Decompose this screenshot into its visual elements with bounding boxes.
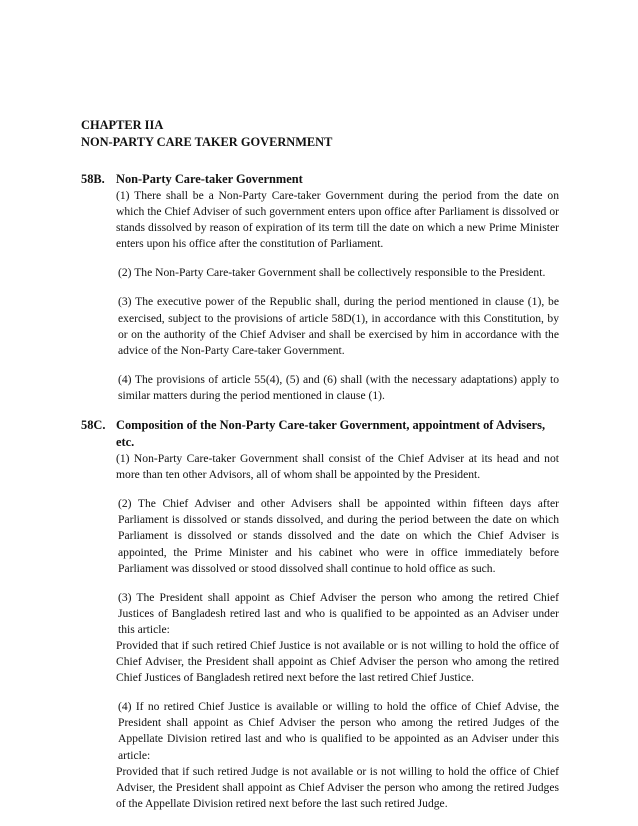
section-58b	[81, 171, 559, 404]
section-heading: Non-Party Care-taker Government	[116, 172, 303, 186]
clause-4: (4) If no retired Chief Justice is available or willing to hold the office of Chief Advise, the President shall appoint as Chief Adviser the person who among the retired Judges of the Appellate Division retired last and who is qualified to be appointed as an Adviser under this article:	[118, 700, 559, 762]
clause-1: (1) Non-Party Care-taker Government shall consist of the Chief Adviser at its head and not more than ten other Advisors, all of whom shall be appointed by the President.	[116, 452, 559, 482]
section-body	[116, 417, 559, 812]
section-number: 58C.	[81, 418, 106, 433]
section-number: 58B.	[81, 172, 105, 186]
document-page	[81, 117, 559, 812]
clause-1: (1) There shall be a Non-Party Care-taker Government during the period from the date on which the Chief Adviser of such government enters upon office after Parliament is dissolved or stands dissolved by reason of expiration of its term till the date on which a new Prime Minister enters upon his office after the constitution of Parliament.	[116, 189, 559, 251]
clause-3: (3) The executive power of the Republic shall, during the period mentioned in clause (1), be exercised, subject to the provisions of article 58D(1), in accordance with this Constitution, by or on the authority of the Chief Adviser and shall be exercised by him in accordance with the advice of the Non-Party Care-taker Government.	[118, 295, 559, 357]
clause-4-proviso: Provided that if such retired Judge is not available or is not willing to hold the office of Chief Adviser, the President shall appoint as Chief Adviser the person who among the retired Judges of the Appellate Division retired next before the last such retired Judge.	[116, 764, 559, 810]
clause-2: (2) The Non-Party Care-taker Government shall be collectively responsible to the President.	[118, 266, 546, 280]
chapter-title: NON-PARTY CARE TAKER GOVERNMENT	[81, 135, 333, 149]
clause-3: (3) The President shall appoint as Chief Adviser the person who among the retired Chief Justices of Bangladesh retired last and who is qualified to be appointed as an Adviser under this article:	[118, 590, 559, 636]
section-heading: Composition of the Non-Party Care-taker Government, appointment of Advisers, etc.	[116, 418, 546, 450]
clause-3-proviso: Provided that if such retired Chief Justice is not available or is not willing to hold the office of Chief Adviser, the President shall appoint as Chief Adviser the person who among the retired Chief Justices of Bangladesh retired next before the last retired Chief Justice.	[116, 638, 559, 685]
section-58c	[81, 417, 559, 812]
clause-2: (2) The Chief Adviser and other Advisers shall be appointed within fifteen days after Parliament is dissolved or stands dissolved, and during the period between the date on which Parliament is dissolved or stands dissolved and the date on which the Chief Adviser is appointed, the Prime Minister and his cabinet who were in office immediately before Parliament was dissolved or stood dissolved shall continue to hold office as such.	[118, 497, 559, 575]
chapter-number: CHAPTER IIA	[81, 118, 164, 132]
clause-4: (4) The provisions of article 55(4), (5) and (6) shall (with the necessary adaptations) apply to similar matters during the period mentioned in clause (1).	[118, 372, 559, 402]
section-body	[116, 171, 559, 404]
